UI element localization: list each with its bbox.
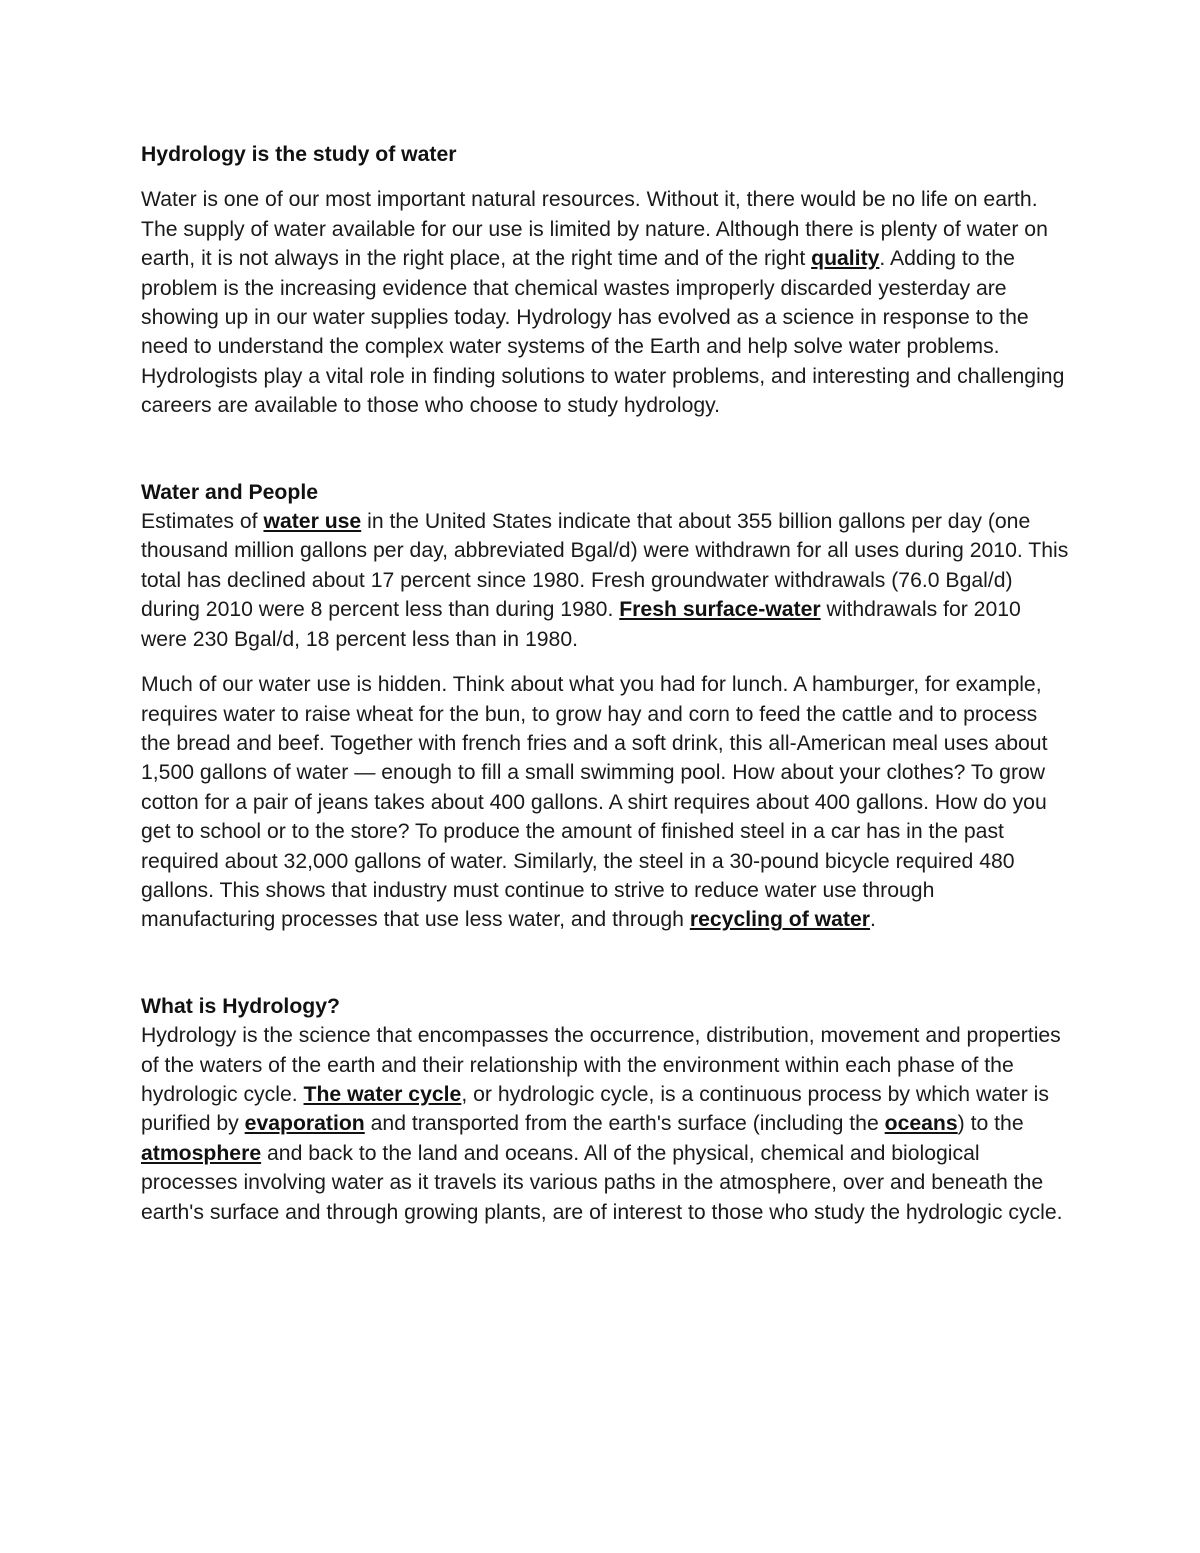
link-oceans[interactable]: oceans (884, 1112, 958, 1136)
paragraph-hidden-water-use (141, 670, 1071, 935)
text-run: . Adding to the problem is the increasing evidence that chemical wastes improperly discarded yesterday are showing up in our water supplies today. Hydrology has evolved as a science in response to the need to understand the complex water systems of the Earth and help solve water problems. Hydrologists play a vital role in finding solutions to water problems, and interesting and challenging careers are available to those who choose to study hydrology. (141, 247, 1065, 418)
text-run: withdrawals for 2010 were 230 Bgal/d, 18 percent less than in 1980. (141, 598, 1021, 651)
section-heading-study-of-water: Hydrology is the study of water (141, 143, 457, 166)
spacer (141, 169, 1071, 185)
text-run: and transported from the earth's surface (including the (364, 1112, 885, 1136)
spacer (141, 654, 1071, 670)
paragraph-study-of-water (141, 185, 1071, 420)
link-water-use[interactable]: water use (263, 510, 362, 534)
text-run: and back to the land and oceans. All of the physical, chemical and biological processes involving water as it travels its various paths in the atmosphere, over and beneath the earth's surface and through growing plants, are of interest to those who study the hydrologic cycle. (141, 1141, 1063, 1224)
text-run: Much of our water use is hidden. Think about what you had for lunch. A hamburger, for example, requires water to raise wheat for the bun, to grow hay and corn to feed the cattle and to process the bread and beef. Together with french fries and a soft drink, this all-American meal uses about 1,500 gallons of water — enough to fill a small swimming pool. How about your clothes? To grow cotton for a pair of jeans takes about 400 gallons. A shirt requires about 400 gallons. How do you get to school or to the store? To produce the amount of finished steel in a car has in the past required about 32,000 gallons of water. Similarly, the steel in a 30-pound bicycle required 480 gallons. This shows that industry must continue to strive to reduce water use through manufacturing processes that use less water, and through (141, 673, 1048, 932)
link-quality[interactable]: quality (811, 247, 880, 271)
paragraph-hydrology-definition (141, 1021, 1071, 1227)
spacer (141, 421, 1071, 478)
link-evaporation[interactable]: evaporation (244, 1112, 365, 1136)
text-run: in the United States indicate that about 355 billion gallons per day (one thousand million gallons per day, abbreviated Bgal/d) were withdrawn for all uses during 2010. This total has declined about 17 percent since 1980. Fresh groundwater withdrawals (76.0 Bgal/d) during 2010 were 8 percent less than during 1980. (141, 510, 1069, 622)
text-run: Estimates of (141, 510, 264, 534)
text-run: Water is one of our most important natural resources. Without it, there would be no life on earth. The supply of water available for our use is limited by nature. Although there is plenty of water on earth, it is not always in the right place, at the right time and of the right (141, 188, 1048, 271)
paragraph-water-use-estimates (141, 507, 1071, 654)
section-heading-water-and-people: Water and People (141, 480, 318, 504)
text-run: , or hydrologic cycle, is a continuous process by which water is purified by (141, 1082, 1049, 1136)
link-the-water-cycle[interactable]: The water cycle (303, 1082, 462, 1106)
spacer (141, 935, 1071, 992)
text-run: Hydrology is the science that encompasses the occurrence, distribution, movement and properties of the waters of the earth and their relationship with the environment within each phase of the hydrologic cycle. (141, 1024, 1061, 1106)
section-heading-what-is-hydrology: What is Hydrology? (141, 994, 340, 1018)
text-run: ) to the (957, 1112, 1024, 1136)
link-atmosphere[interactable]: atmosphere (141, 1141, 262, 1165)
link-fresh-surface-water[interactable]: Fresh surface-water (619, 598, 821, 622)
text-run: . (870, 908, 876, 932)
document-body (141, 140, 1071, 1227)
link-recycling-of-water[interactable]: recycling of water (689, 908, 870, 932)
